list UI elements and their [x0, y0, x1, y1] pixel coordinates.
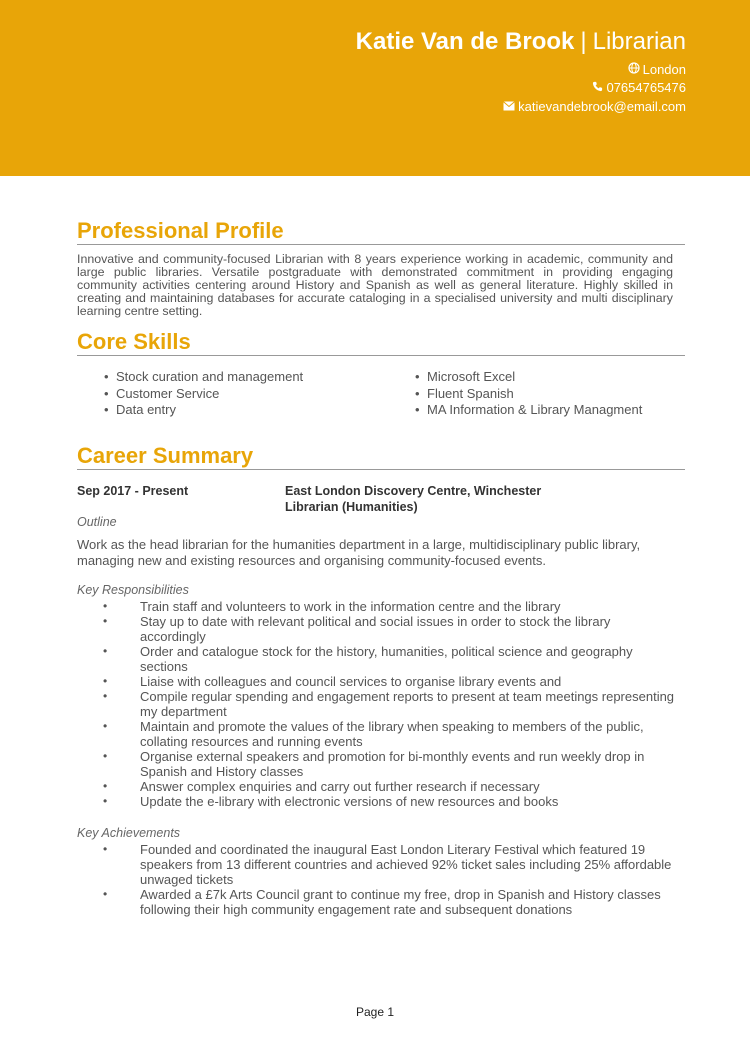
globe-icon	[628, 62, 643, 77]
responsibilities-label: Key Responsibilities	[77, 583, 189, 597]
list-item: • Update the e-library with electronic versions of new resources and books	[103, 794, 559, 809]
skills-right-column	[415, 369, 642, 419]
phone-icon	[592, 80, 606, 95]
list-item: • Organise external speakers and promotion for bi-monthly events and run weekly drop in Spanish and History classes	[103, 749, 645, 779]
email-text[interactable]: katievandebrook@email.com	[518, 99, 686, 114]
job-employer: East London Discovery Centre, Winchester	[285, 484, 542, 498]
contact-location	[628, 62, 686, 77]
skills-heading: Core Skills	[77, 329, 685, 356]
job-date: Sep 2017 - Present	[77, 484, 189, 498]
job-role: Librarian (Humanities)	[285, 500, 418, 514]
skill-item: • Customer Service	[104, 385, 220, 401]
envelope-icon	[503, 99, 518, 114]
list-item: • Order and catalogue stock for the history, humanities, political science and geography sections	[103, 644, 633, 674]
career-heading: Career Summary	[77, 443, 685, 470]
list-item: • Train staff and volunteers to work in the information centre and the library	[103, 599, 561, 614]
skill-item: • Data entry	[104, 402, 176, 417]
list-item: • Liaise with colleagues and council services to organise library events and	[103, 674, 562, 689]
achievements-list	[100, 842, 675, 917]
skill-item: • Fluent Spanish	[415, 385, 514, 401]
skill-item: • Microsoft Excel	[415, 369, 516, 384]
responsibilities-list	[100, 599, 675, 809]
list-item: • Answer complex enquiries and carry out further research if necessary	[103, 779, 540, 794]
page-number: Page 1	[355, 1005, 395, 1019]
location-text: London	[642, 62, 686, 77]
phone-text[interactable]: 07654765476	[606, 80, 686, 95]
skill-item: • Stock curation and management	[104, 369, 304, 384]
profile-text: Innovative and community-focused Librarian with 8 years experience working in academic, community and large public libraries. Versatile postgraduate with demonstrated commitment in providing engaging community activities centering around History and Spanish as well as general literature. Highly skilled in creating and maintaining databases for accurate cataloging in a specialised university and multi disciplinary learning centre setting.	[77, 252, 673, 318]
header-banner	[0, 0, 750, 176]
list-item: • Compile regular spending and engagement reports to present at team meetings representing my department	[103, 689, 675, 719]
list-item: • Maintain and promote the values of the library when speaking to members of the public, collating resources and running events	[103, 719, 644, 749]
job-title: Librarian	[592, 28, 686, 55]
profile-heading: Professional Profile	[77, 218, 685, 245]
contact-phone	[592, 80, 686, 95]
achievements-label: Key Achievements	[77, 826, 181, 840]
name-title-line	[356, 28, 686, 56]
outline-label: Outline	[77, 515, 117, 529]
contact-email	[503, 99, 686, 114]
skill-item: • MA Information & Library Managment	[415, 402, 643, 417]
skills-left-column	[104, 369, 303, 419]
list-item: • Founded and coordinated the inaugural East London Literary Festival which featured 19 speakers from 13 different countries and achieved 92% ticket sales including 25% affordable unwaged tickets	[103, 842, 672, 887]
list-item: • Awarded a £7k Arts Council grant to continue my free, drop in Spanish and History classes following their high community engagement rate and subsequent donations	[103, 887, 661, 917]
list-item: • Stay up to date with relevant political and social issues in order to stock the library accordingly	[103, 614, 611, 644]
outline-text: Work as the head librarian for the humanities department in a large, multidisciplinary public library, managing new and existing resources and organising community-focused events.	[77, 537, 641, 568]
title-separator: |	[580, 28, 587, 55]
candidate-name: Katie Van de Brook	[355, 28, 575, 55]
